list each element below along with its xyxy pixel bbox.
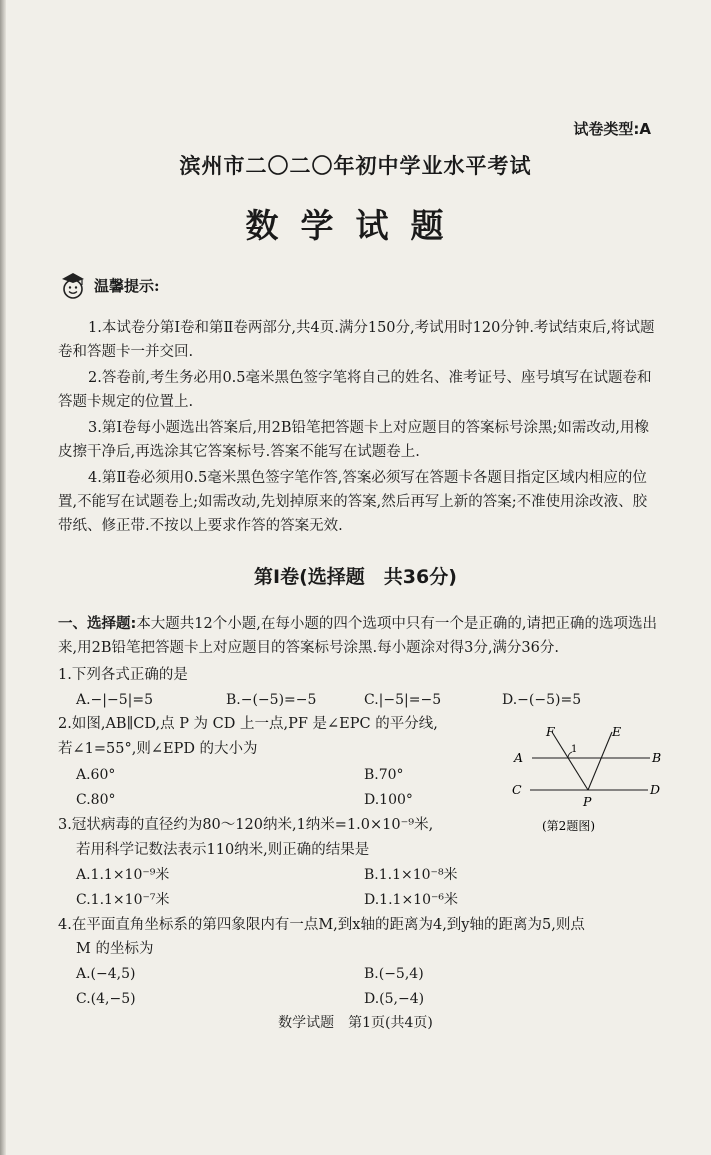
q1-option-c: C.|−5|=−5 — [364, 692, 442, 708]
question-2-stem-line2: 若∠1=55°,则∠EPD 的大小为 — [58, 741, 258, 757]
page-footer: 数学试题 第1页(共4页) — [278, 1015, 433, 1031]
label-e: E — [612, 724, 622, 739]
question-1-stem: 1.下列各式正确的是 — [58, 667, 188, 683]
exam-title: 滨州市二〇二〇年初中学业水平考试 — [179, 153, 532, 178]
smiley-icon — [58, 270, 88, 300]
question-2-figure — [508, 722, 668, 838]
q2-option-a: A.60° — [76, 767, 116, 783]
ray-pe — [588, 732, 612, 790]
q4-option-b: B.(−5,4) — [364, 966, 424, 982]
question-2-stem-line1: 2.如图,AB∥CD,点 P 为 CD 上一点,PF 是∠EPC 的平分线, — [58, 716, 438, 732]
question-4-stem-line2: M 的坐标为 — [76, 941, 154, 957]
label-c: C — [512, 782, 522, 797]
q1-option-a: A.−|−5|=5 — [76, 692, 153, 708]
q1-option-d: D.−(−5)=5 — [502, 692, 582, 708]
tips-heading — [58, 270, 160, 300]
q3-option-b: B.1.1×10⁻⁸米 — [364, 867, 458, 883]
label-f: F — [546, 724, 555, 739]
tip-item-4: 4.第Ⅱ卷必须用0.5毫米黑色签字笔作答,答案必须写在答题卡各题目指定区域内相应的位置,不能写在试题卷上;如需改动,先划掉原来的答案,然后再写上新的答案;不准使用涂改液、胶带纸、修正带.不按以上要求作答的答案无效. — [58, 470, 648, 534]
label-b: B — [652, 750, 662, 765]
label-d: D — [650, 782, 661, 797]
figure-caption: (第2题图) — [542, 819, 595, 833]
q4-option-a: A.(−4,5) — [76, 966, 136, 982]
paper-type: 试卷类型:A — [573, 120, 651, 138]
section-title: 第Ⅰ卷(选择题 共36分) — [254, 566, 457, 588]
label-p: P — [583, 794, 592, 809]
q2-option-d: D.100° — [364, 792, 413, 808]
q2-option-b: B.70° — [364, 767, 404, 783]
label-angle-1: 1 — [571, 744, 578, 755]
tips-heading-label: 温馨提示: — [94, 276, 160, 295]
q1-option-b: B.−(−5)=−5 — [226, 692, 317, 708]
q4-option-c: C.(4,−5) — [76, 991, 136, 1007]
question-4-stem-line1: 4.在平面直角坐标系的第四象限内有一点M,到x轴的距离为4,到y轴的距离为5,则点 — [58, 917, 585, 933]
subject-title: 数学试题 — [245, 206, 466, 245]
instruction-text: 本大题共12个小题,在每小题的四个选项中只有一个是正确的,请把正确的选项选出来,用2B铅笔把答题卡上对应题目的答案标号涂黑.每小题涂对得3分,满分36分. — [58, 616, 657, 656]
q4-option-d: D.(5,−4) — [364, 991, 425, 1007]
instruction-label: 一、选择题: — [58, 616, 137, 632]
q3-option-a: A.1.1×10⁻⁹米 — [76, 867, 170, 883]
tip-item-3: 3.第Ⅰ卷每小题选出答案后,用2B铅笔把答题卡上对应题目的答案标号涂黑;如需改动,用橡皮擦干净后,再选涂其它答案标号.答案不能写在试题卷上. — [58, 420, 650, 460]
tip-item-2: 2.答卷前,考生务必用0.5毫米黑色签字笔将自己的姓名、准考证号、座号填写在试题卷和答题卡规定的位置上. — [58, 370, 652, 410]
q3-option-c: C.1.1×10⁻⁷米 — [76, 892, 170, 908]
q3-option-d: D.1.1×10⁻⁶米 — [364, 892, 458, 908]
question-3-stem-line1: 3.冠状病毒的直径约为80～120纳米,1纳米=1.0×10⁻⁹米, — [58, 817, 434, 833]
label-a: A — [514, 750, 524, 765]
tip-item-1: 1.本试卷分第Ⅰ卷和第Ⅱ卷两部分,共4页.满分150分,考试用时120分钟.考试结束后,将试题卷和答题卡一并交回. — [58, 320, 655, 360]
ray-pf — [552, 732, 588, 790]
bleed-through-text — [520, 102, 533, 121]
q2-option-c: C.80° — [76, 792, 116, 808]
section-instruction — [58, 612, 658, 660]
question-3-stem-line2: 若用科学记数法表示110纳米,则正确的结果是 — [76, 842, 370, 858]
